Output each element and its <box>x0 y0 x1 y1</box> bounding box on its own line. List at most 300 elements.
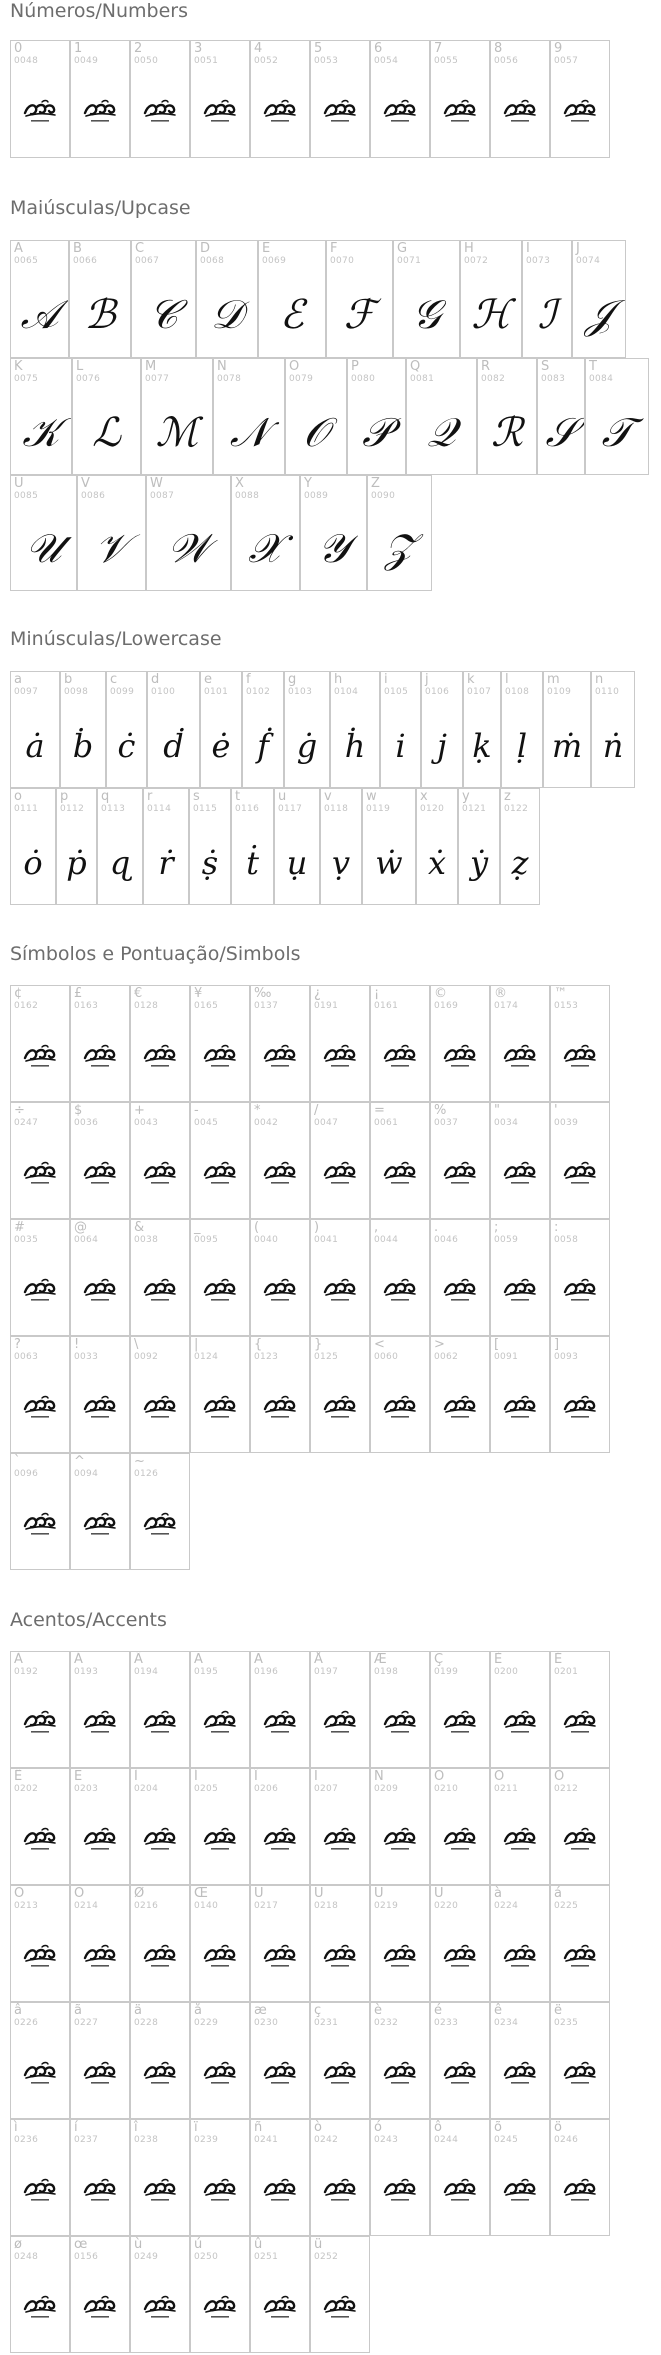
glyph-preview: 𝒮 <box>545 409 577 456</box>
character-code: 0046 <box>434 1235 459 1245</box>
character-cell <box>242 671 284 788</box>
character-cell <box>310 40 370 158</box>
character-cell <box>130 1651 190 1768</box>
character-label: â <box>14 2003 22 2018</box>
character-code: 0048 <box>14 56 39 66</box>
character-code: 0124 <box>194 1352 219 1362</box>
character-code: 0066 <box>73 256 98 266</box>
character-cell <box>250 1651 310 1768</box>
glyph-preview: ṅ <box>602 726 624 765</box>
character-label: 1 <box>74 41 83 56</box>
character-label: 3 <box>194 41 203 56</box>
font-logo-icon <box>562 1161 598 1187</box>
character-label: ) <box>314 1220 320 1235</box>
character-label: O <box>289 359 300 374</box>
character-cell <box>370 1219 430 1336</box>
character-code: 0217 <box>254 1901 279 1911</box>
character-code: 0087 <box>150 491 175 501</box>
character-label: 2 <box>134 41 143 56</box>
glyph-preview: ȧ <box>25 726 45 765</box>
character-label: b <box>64 672 73 687</box>
character-label: + <box>134 1103 145 1118</box>
character-label: À <box>14 1652 23 1667</box>
character-label: ë <box>554 2003 562 2018</box>
character-label: o <box>14 789 22 804</box>
character-cell <box>320 788 362 905</box>
character-label: G <box>397 241 408 256</box>
glyph-preview: ṫ <box>246 843 259 882</box>
character-label: D <box>200 241 211 256</box>
character-label: c <box>110 672 118 687</box>
character-code: 0125 <box>314 1352 339 1362</box>
font-logo-icon <box>142 1278 178 1304</box>
character-label: \ <box>134 1337 139 1352</box>
character-cell <box>310 1102 370 1219</box>
character-cell <box>430 1336 490 1453</box>
font-logo-icon <box>22 1710 58 1736</box>
character-cell <box>72 358 141 475</box>
character-code: 0153 <box>554 1001 579 1011</box>
character-cell <box>10 40 70 158</box>
character-code: 0120 <box>420 804 445 814</box>
character-label: á <box>554 1886 562 1901</box>
character-cell <box>406 358 477 475</box>
font-logo-icon <box>202 1395 238 1421</box>
character-label: ù <box>134 2237 143 2252</box>
character-cell <box>370 2002 430 2119</box>
character-cell <box>310 2119 370 2236</box>
character-cell <box>370 1651 430 1768</box>
character-cell <box>430 1219 490 1336</box>
character-label: i <box>384 672 388 687</box>
font-logo-icon <box>142 1161 178 1187</box>
character-code: 0091 <box>494 1352 519 1362</box>
character-label: Ù <box>254 1886 264 1901</box>
character-code: 0080 <box>351 374 376 384</box>
character-code: 0055 <box>434 56 459 66</box>
character-code: 0119 <box>366 804 391 814</box>
font-logo-icon <box>502 2061 538 2087</box>
character-cell <box>284 671 330 788</box>
character-code: 0035 <box>14 1235 39 1245</box>
font-logo-icon <box>262 2295 298 2321</box>
character-label: Ñ <box>374 1769 384 1784</box>
character-label: ã <box>74 2003 82 2018</box>
character-label: M <box>145 359 157 374</box>
character-code: 0117 <box>278 804 303 814</box>
character-code: 0054 <box>374 56 399 66</box>
font-logo-icon <box>82 1044 118 1070</box>
character-code: 0228 <box>134 2018 159 2028</box>
character-code: 0118 <box>324 804 349 814</box>
glyph-preview: ℐ <box>537 292 557 338</box>
character-cell <box>430 40 490 158</box>
character-label: 4 <box>254 41 263 56</box>
glyph-preview: ḟ <box>257 726 269 765</box>
font-logo-icon <box>442 1827 478 1853</box>
character-code: 0107 <box>467 687 492 697</box>
font-logo-icon <box>202 2178 238 2204</box>
character-code: 0070 <box>330 256 355 266</box>
character-code: 0165 <box>194 1001 219 1011</box>
character-label: E <box>262 241 271 256</box>
glyph-preview: j <box>437 726 447 765</box>
font-logo-icon <box>142 1710 178 1736</box>
character-cell <box>10 2002 70 2119</box>
character-cell <box>10 475 77 591</box>
character-label: ~ <box>134 1454 145 1469</box>
glyph-preview: ṁ <box>551 726 583 765</box>
character-code: 0209 <box>374 1784 399 1794</box>
character-label: œ <box>74 2237 88 2252</box>
character-cell <box>60 671 106 788</box>
character-label: & <box>134 1220 145 1235</box>
glyph-preview: ṗ <box>66 843 87 882</box>
character-label: f <box>246 672 251 687</box>
character-cell <box>550 1768 610 1885</box>
character-label: e <box>204 672 212 687</box>
character-label: Õ <box>14 1886 25 1901</box>
character-code: 0220 <box>434 1901 459 1911</box>
character-code: 0075 <box>14 374 39 384</box>
character-cell <box>285 358 347 475</box>
character-label: | <box>194 1337 199 1352</box>
character-code: 0044 <box>374 1235 399 1245</box>
character-code: 0128 <box>134 1001 159 1011</box>
character-code: 0096 <box>14 1469 39 1479</box>
character-cell <box>430 2119 490 2236</box>
glyph-preview: i <box>395 726 406 765</box>
character-label: ; <box>494 1220 499 1235</box>
character-cell <box>130 2236 190 2353</box>
character-cell <box>190 1219 250 1336</box>
character-label: k <box>467 672 475 687</box>
character-code: 0115 <box>193 804 218 814</box>
character-code: 0235 <box>554 2018 579 2028</box>
character-cell <box>274 788 320 905</box>
character-code: 0045 <box>194 1118 219 1128</box>
section-title-accents: Acentos/Accents <box>10 1609 167 1631</box>
glyph-preview: 𝒫 <box>362 409 391 456</box>
character-code: 0196 <box>254 1667 279 1677</box>
character-cell <box>490 40 550 158</box>
character-cell <box>370 985 430 1102</box>
character-cell <box>477 358 537 475</box>
character-cell <box>310 2002 370 2119</box>
character-cell <box>421 671 463 788</box>
font-logo-icon <box>382 1944 418 1970</box>
font-logo-icon <box>382 1044 418 1070</box>
character-cell <box>130 40 190 158</box>
character-cell <box>490 2119 550 2236</box>
character-cell <box>250 40 310 158</box>
character-cell <box>250 1768 310 1885</box>
character-code: 0140 <box>194 1901 219 1911</box>
glyph-preview: ḣ <box>344 726 366 765</box>
character-code: 0234 <box>494 2018 519 2028</box>
character-label: Â <box>134 1652 143 1667</box>
character-label: õ <box>494 2120 502 2135</box>
character-code: 0204 <box>134 1784 159 1794</box>
character-code: 0069 <box>262 256 287 266</box>
character-label: K <box>14 359 23 374</box>
character-code: 0195 <box>194 1667 219 1677</box>
character-cell <box>10 1453 70 1570</box>
character-cell <box>416 788 458 905</box>
character-label: < <box>374 1337 385 1352</box>
character-code: 0169 <box>434 1001 459 1011</box>
character-cell <box>430 1651 490 1768</box>
character-cell <box>362 788 416 905</box>
character-code: 0248 <box>14 2252 39 2262</box>
character-label: Å <box>314 1652 323 1667</box>
character-label: ç <box>314 2003 322 2018</box>
character-code: 0194 <box>134 1667 159 1677</box>
character-cell <box>550 1336 610 1453</box>
character-code: 0236 <box>14 2135 39 2145</box>
font-logo-icon <box>262 1278 298 1304</box>
font-logo-icon <box>202 1161 238 1187</box>
glyph-preview: ġ <box>296 726 318 765</box>
character-code: 0043 <box>134 1118 159 1128</box>
character-code: 0082 <box>481 374 506 384</box>
character-label: Ã <box>194 1652 203 1667</box>
character-label: Î <box>254 1769 258 1784</box>
character-code: 0090 <box>371 491 396 501</box>
font-logo-icon <box>82 1395 118 1421</box>
character-cell <box>231 788 274 905</box>
character-cell <box>572 240 626 358</box>
character-label: p <box>60 789 69 804</box>
font-logo-icon <box>562 2061 598 2087</box>
character-code: 0061 <box>374 1118 399 1128</box>
font-logo-icon <box>22 2061 58 2087</box>
character-cell <box>97 788 143 905</box>
character-cell <box>550 2119 610 2236</box>
character-code: 0210 <box>434 1784 459 1794</box>
character-label: Á <box>74 1652 83 1667</box>
glyph-preview: ẓ <box>511 843 529 882</box>
character-code: 0126 <box>134 1469 159 1479</box>
character-cell <box>10 2236 70 2353</box>
character-cell <box>70 2002 130 2119</box>
character-label: H <box>464 241 474 256</box>
glyph-preview: 𝒜 <box>20 292 59 338</box>
character-label: ö <box>554 2120 562 2135</box>
character-cell <box>326 240 393 358</box>
character-code: 0239 <box>194 2135 219 2145</box>
character-label: û <box>254 2237 263 2252</box>
character-cell <box>460 240 522 358</box>
character-code: 0060 <box>374 1352 399 1362</box>
character-cell <box>490 985 550 1102</box>
character-cell <box>591 671 635 788</box>
character-cell <box>550 985 610 1102</box>
font-logo-icon <box>442 2061 478 2087</box>
character-cell <box>550 2002 610 2119</box>
font-logo-icon <box>82 1944 118 1970</box>
character-cell <box>200 671 242 788</box>
character-label: [ <box>494 1337 500 1352</box>
font-logo-icon <box>442 1944 478 1970</box>
character-cell <box>550 1219 610 1336</box>
character-cell <box>196 240 258 358</box>
font-logo-icon <box>22 2178 58 2204</box>
character-code: 0110 <box>595 687 620 697</box>
character-label: à <box>494 1886 502 1901</box>
font-logo-icon <box>442 1161 478 1187</box>
character-cell <box>370 40 430 158</box>
glyph-preview: 𝒴 <box>317 526 350 572</box>
glyph-preview: 𝒩 <box>229 409 269 456</box>
character-cell <box>70 1453 130 1570</box>
character-label: ÷ <box>14 1103 25 1118</box>
character-label: r <box>147 789 153 804</box>
character-label: Í <box>194 1769 198 1784</box>
character-cell <box>585 358 649 475</box>
character-code: 0089 <box>304 491 329 501</box>
character-cell <box>130 1453 190 1570</box>
font-logo-icon <box>382 1710 418 1736</box>
character-cell <box>130 2119 190 2236</box>
character-code: 0072 <box>464 256 489 266</box>
character-code: 0230 <box>254 2018 279 2028</box>
character-label: # <box>14 1220 25 1235</box>
font-logo-icon <box>502 1278 538 1304</box>
character-label: W <box>150 476 163 491</box>
character-label: ™ <box>554 986 567 1001</box>
glyph-preview: 𝒲 <box>167 526 210 572</box>
font-logo-icon <box>322 1161 358 1187</box>
character-cell <box>130 1768 190 1885</box>
character-code: 0106 <box>425 687 450 697</box>
character-label: C <box>135 241 145 256</box>
glyph-preview: 𝒪 <box>303 409 329 456</box>
character-code: 0033 <box>74 1352 99 1362</box>
character-cell <box>10 1768 70 1885</box>
character-cell <box>106 671 147 788</box>
glyph-preview: ℒ <box>92 409 121 456</box>
character-label: Ä <box>254 1652 263 1667</box>
font-logo-icon <box>22 1161 58 1187</box>
character-label: a <box>14 672 22 687</box>
glyph-preview: ḋ <box>163 726 184 765</box>
character-cell <box>370 1768 430 1885</box>
character-label: 7 <box>434 41 443 56</box>
font-logo-icon <box>382 2178 418 2204</box>
character-cell <box>550 1651 610 1768</box>
glyph-preview: ɋ <box>109 843 131 882</box>
character-label: ¡ <box>374 986 380 1001</box>
character-cell <box>370 1885 430 2002</box>
font-logo-icon <box>442 1044 478 1070</box>
character-cell <box>10 2119 70 2236</box>
character-code: 0095 <box>194 1235 219 1245</box>
font-logo-icon <box>142 1044 178 1070</box>
glyph-preview: ℛ <box>491 409 523 456</box>
glyph-preview: ṿ <box>331 843 351 882</box>
character-code: 0074 <box>576 256 601 266</box>
character-label: N <box>217 359 227 374</box>
font-logo-icon <box>322 1827 358 1853</box>
character-code: 0092 <box>134 1352 159 1362</box>
font-logo-icon <box>442 99 478 125</box>
character-cell <box>69 240 131 358</box>
character-label: Z <box>371 476 380 491</box>
character-label: Ü <box>434 1886 444 1901</box>
character-cell <box>70 40 130 158</box>
character-cell <box>10 985 70 1102</box>
font-logo-icon <box>142 1395 178 1421</box>
character-cell <box>231 475 300 591</box>
glyph-preview: ṙ <box>158 843 174 882</box>
character-label: ' <box>554 1103 558 1118</box>
character-cell <box>430 1885 490 2002</box>
character-code: 0219 <box>374 1901 399 1911</box>
character-code: 0250 <box>194 2252 219 2262</box>
character-label: 6 <box>374 41 383 56</box>
character-cell <box>10 1885 70 2002</box>
font-logo-icon <box>142 2295 178 2321</box>
font-logo-icon <box>562 99 598 125</box>
character-label: B <box>73 241 82 256</box>
character-code: 0098 <box>64 687 89 697</box>
character-label: ó <box>374 2120 382 2135</box>
character-cell <box>190 1768 250 1885</box>
font-logo-icon <box>382 1395 418 1421</box>
character-code: 0108 <box>505 687 530 697</box>
character-label: ® <box>494 986 507 1001</box>
character-cell <box>146 475 231 591</box>
character-code: 0249 <box>134 2252 159 2262</box>
character-cell <box>330 671 380 788</box>
character-cell <box>143 788 189 905</box>
character-label: ò <box>314 2120 322 2135</box>
character-code: 0192 <box>14 1667 39 1677</box>
character-label: L <box>76 359 84 374</box>
character-code: 0076 <box>76 374 101 384</box>
character-label: . <box>434 1220 439 1235</box>
font-logo-icon <box>82 1827 118 1853</box>
character-label: T <box>589 359 597 374</box>
font-logo-icon <box>322 2295 358 2321</box>
character-code: 0232 <box>374 2018 399 2028</box>
character-label: í <box>74 2120 78 2135</box>
character-cell <box>77 475 146 591</box>
glyph-preview: 𝒦 <box>22 409 60 456</box>
glyph-preview: 𝒰 <box>25 526 62 572</box>
character-code: 0247 <box>14 1118 39 1128</box>
character-cell <box>190 1102 250 1219</box>
character-cell <box>190 2236 250 2353</box>
character-cell <box>10 671 60 788</box>
character-cell <box>10 1336 70 1453</box>
character-cell <box>380 671 421 788</box>
character-cell <box>490 1768 550 1885</box>
character-code: 0246 <box>554 2135 579 2145</box>
section-title-numbers: Números/Numbers <box>10 0 188 22</box>
section-title-upcase: Maiúsculas/Upcase <box>10 197 191 219</box>
character-cell <box>250 2119 310 2236</box>
character-code: 0231 <box>314 2018 339 2028</box>
character-code: 0197 <box>314 1667 339 1677</box>
character-code: 0059 <box>494 1235 519 1245</box>
character-label: è <box>374 2003 382 2018</box>
character-code: 0243 <box>374 2135 399 2145</box>
character-code: 0114 <box>147 804 172 814</box>
font-logo-icon <box>262 99 298 125</box>
character-code: 0122 <box>504 804 529 814</box>
